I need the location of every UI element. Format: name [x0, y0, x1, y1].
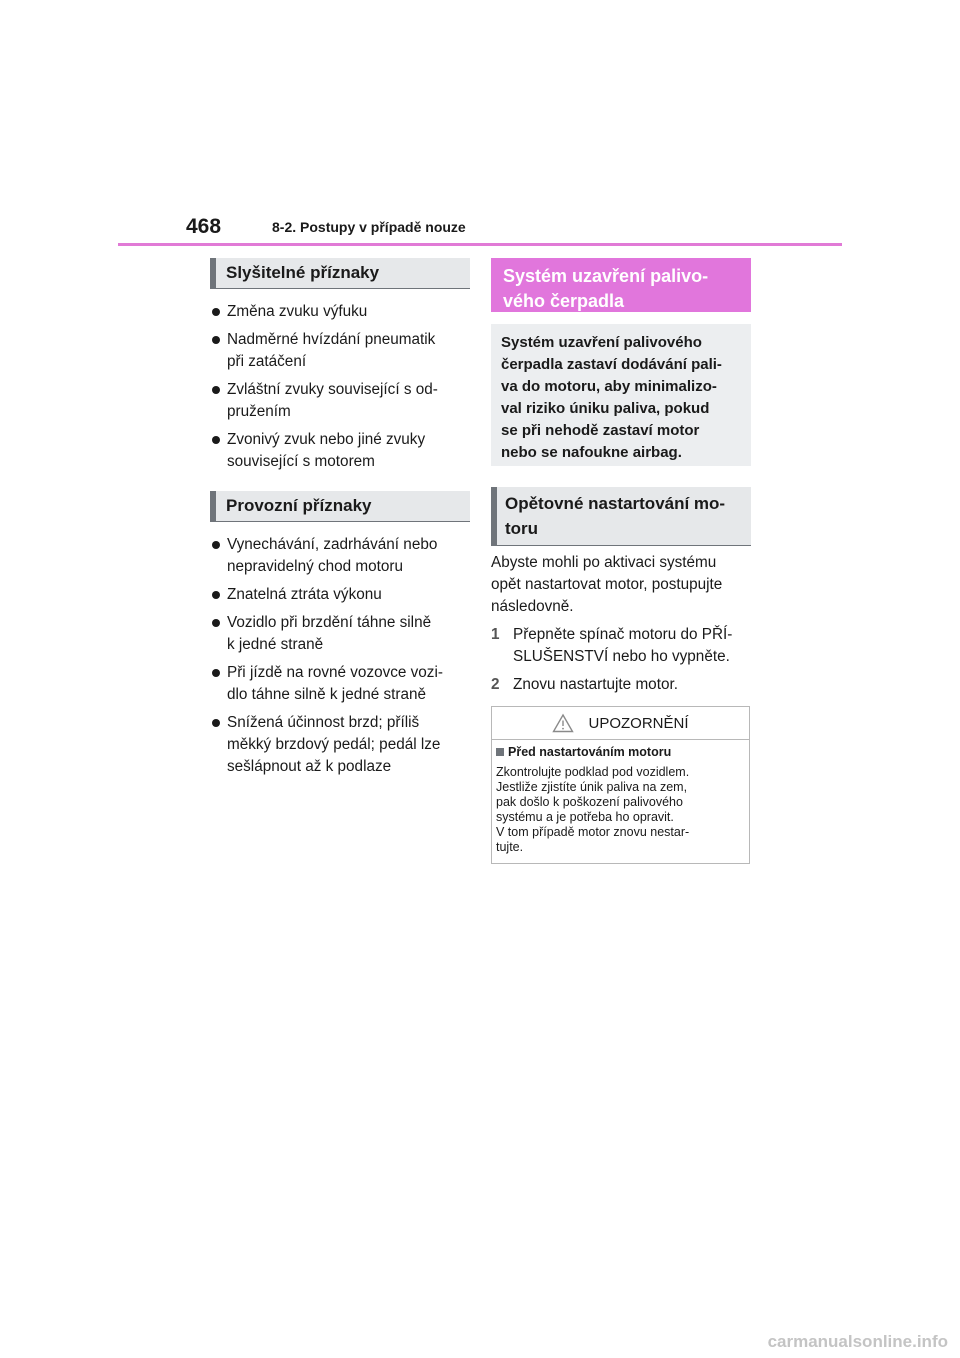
caution-body — [492, 740, 749, 863]
heading-audible-symptoms: Slyšitelné příznaky — [210, 258, 470, 289]
list-item: Změna zvuku výfuku — [210, 301, 470, 323]
square-bullet-icon — [496, 748, 504, 756]
bullet-icon — [212, 336, 220, 344]
warning-triangle-icon — [552, 713, 574, 733]
fuel-pump-info-box: Systém uzavření palivového čerpadla zastaví dodávání pali- va do motoru, aby minimalizo- val riziko úniku paliva, pokud se při nehodě zastaví motor nebo se nafoukne airbag. — [491, 324, 751, 466]
page-number: 468 — [186, 215, 222, 238]
audible-symptoms-list — [210, 301, 470, 473]
header-divider — [118, 243, 842, 246]
operational-symptoms-list — [210, 534, 470, 778]
caution-title: UPOZORNĚNÍ — [588, 714, 689, 732]
heading-fuel-pump-shutoff: Systém uzavření palivo- vého čerpadla — [491, 258, 751, 312]
heading-operational-symptoms: Provozní příznaky — [210, 491, 470, 522]
bullet-icon — [212, 386, 220, 394]
list-item: Při jízdě na rovné vozovce vozi- dlo táhne silně k jedné straně — [210, 662, 470, 706]
step-number: 1 — [491, 626, 500, 643]
heading-restart-engine: Opětovné nastartování mo- toru — [491, 487, 751, 546]
list-item: Snížená účinnost brzd; příliš měkký brzdový pedál; pedál lze sešlápnout až k podlaze — [210, 712, 470, 778]
list-item: Zvláštní zvuky související s od- pružením — [210, 379, 470, 423]
watermark-logo[interactable]: carmanualsonline.info — [767, 1332, 948, 1351]
bullet-icon — [212, 619, 220, 627]
caution-box — [491, 706, 750, 864]
restart-intro-paragraph: Abyste mohli po aktivaci systému opět nastartovat motor, postupujte následovně. — [491, 554, 723, 615]
step-item: 2 Znovu nastartujte motor. — [491, 674, 751, 696]
list-item: Nadměrné hvízdání pneumatik při zatáčení — [210, 329, 470, 373]
list-item: Znatelná ztráta výkonu — [210, 584, 470, 606]
caution-subtitle: Před nastartováním motoru — [496, 744, 745, 761]
bullet-icon — [212, 541, 220, 549]
list-item: Zvonivý zvuk nebo jiné zvuky související s motorem — [210, 429, 470, 473]
left-column — [210, 258, 470, 784]
caution-header — [492, 707, 749, 740]
caution-text: Zkontrolujte podklad pod vozidlem. Jestliže zjistíte únik paliva na zem, pak došlo k poškození palivového systému a je potřeba ho opravit. V tom případě motor znovu nestar- tujte. — [496, 765, 690, 854]
bullet-icon — [212, 591, 220, 599]
restart-steps — [491, 624, 751, 696]
step-item: 1 Přepněte spínač motoru do PŘÍ- SLUŠENSTVÍ nebo ho vypněte. — [491, 626, 733, 665]
bullet-icon — [212, 669, 220, 677]
bullet-icon — [212, 308, 220, 316]
bullet-icon — [212, 436, 220, 444]
list-item: Vynechávání, zadrhávání nebo nepravidelný chod motoru — [210, 534, 470, 578]
section-title: 8-2. Postupy v případě nouze — [272, 219, 466, 235]
right-column — [491, 258, 751, 864]
bullet-icon — [212, 719, 220, 727]
list-item: Vozidlo při brzdění táhne silně k jedné straně — [210, 612, 470, 656]
step-number: 2 — [491, 676, 500, 693]
